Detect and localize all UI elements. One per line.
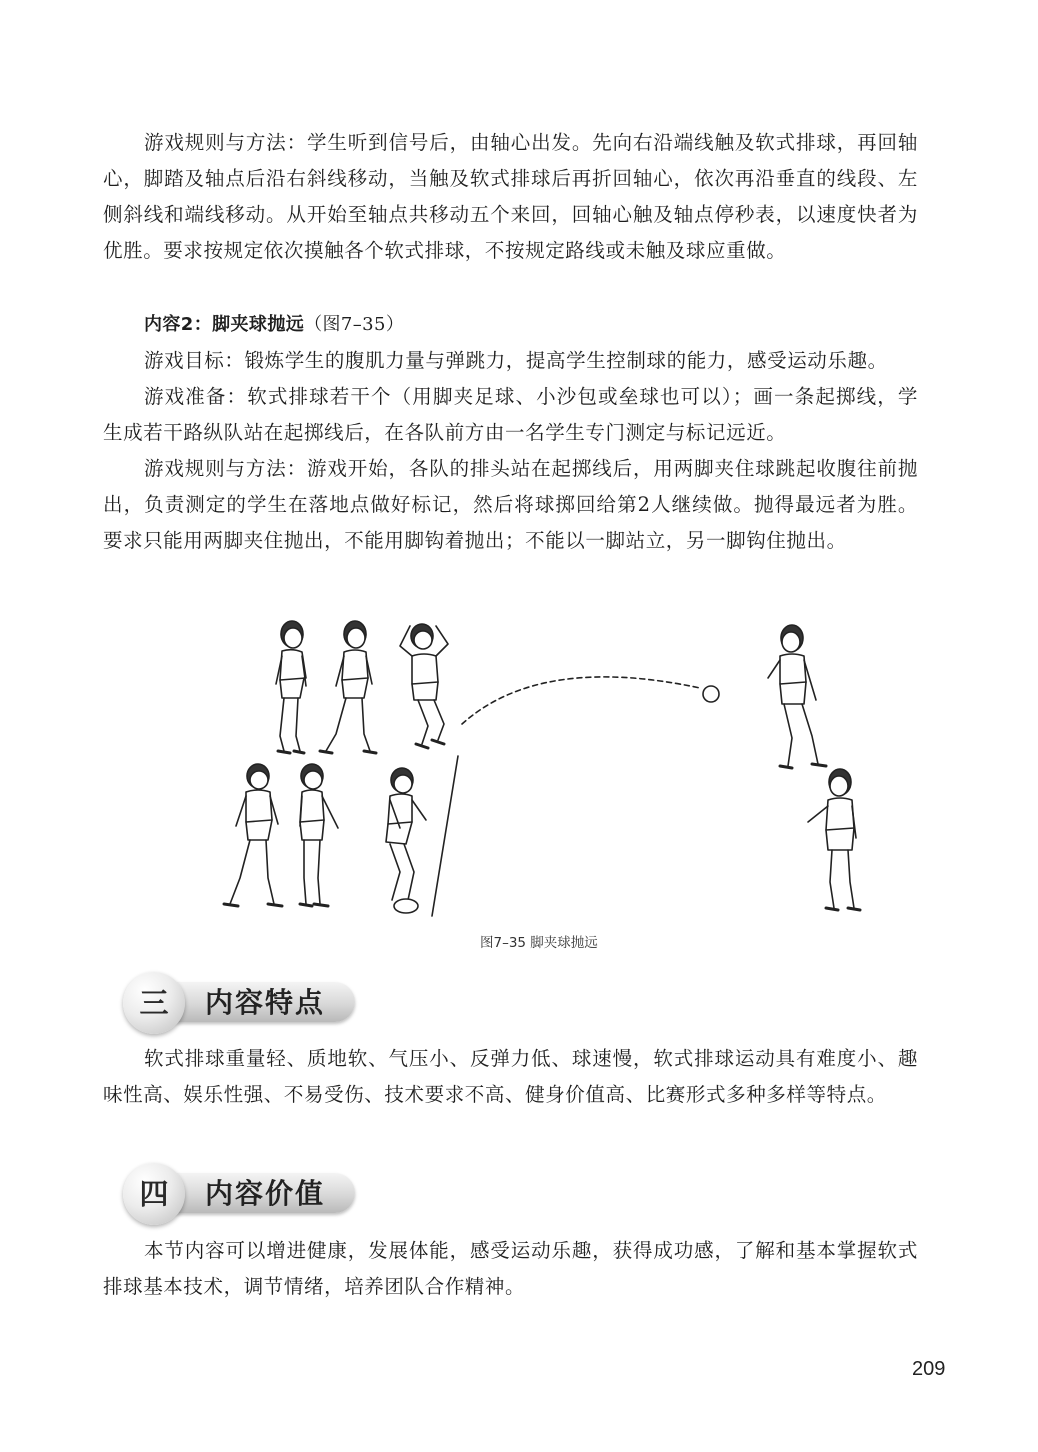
crouching-child-figure <box>386 768 426 913</box>
section-header-4 <box>123 1163 363 1225</box>
section-header-3 <box>123 972 363 1034</box>
rules-paragraph-block <box>103 125 918 269</box>
sitting-child-figure-2 <box>300 764 338 906</box>
content2-prep: 游戏准备：软式排球若干个（用脚夹足球、小沙包或垒球也可以）；画一条起掷线，学生成若干路纵队站在起掷线后，在各队前方由一名学生专门测定与标记远近。 <box>103 385 918 444</box>
jumping-child-figure <box>400 624 448 748</box>
section-title: 内容特点 <box>205 986 326 1019</box>
content2-block <box>103 307 918 559</box>
content2-rules: 游戏规则与方法：游戏开始，各队的排头站在起掷线后，用两脚夹住球跳起收腹往前抛出，负责测定的学生在落地点做好标记，然后将球掷回给第2人继续做。抛得最远者为胜。要求只能用两脚夹住抛出，不能用脚钩着抛出；不能以一脚站立，另一脚钩住抛出。 <box>103 457 918 552</box>
content2-heading <box>103 307 918 343</box>
section-number-badge: 四 <box>123 1163 185 1225</box>
content2-goal: 游戏目标：锻炼学生的腹肌力量与弹跳力，提高学生控制球的能力，感受运动乐趣。 <box>144 349 888 372</box>
section-number-badge: 三 <box>123 972 185 1034</box>
section4-paragraph: 本节内容可以增进健康，发展体能，感受运动乐趣，获得成功感，了解和基本掌握软式排球基本技术，调节情绪，培养团队合作精神。 <box>103 1239 918 1298</box>
sitting-child-figure-1 <box>224 764 282 906</box>
throwing-line <box>432 756 458 916</box>
figure-caption: 图7–35 脚夹球抛远 <box>480 935 598 951</box>
ball-icon <box>703 686 719 702</box>
section-title: 内容价值 <box>205 1177 326 1210</box>
page-number: 209 <box>912 1358 946 1380</box>
standing-child-figure-2 <box>320 621 376 753</box>
measuring-child-figure-2 <box>808 769 860 910</box>
section3-paragraph: 软式排球重量轻、质地软、气压小、反弹力低、球速慢，软式排球运动具有难度小、趣味性高、娱乐性强、不易受伤、技术要求不高、健身价值高、比赛形式多种多样等特点。 <box>103 1047 918 1106</box>
rules-paragraph: 游戏规则与方法：学生听到信号后，由轴心出发。先向右沿端线触及软式排球，再回轴心，脚踏及轴点后沿右斜线移动，当触及软式排球后再折回轴心，依次再沿垂直的线段、左侧斜线和端线移动。从开始至轴点共移动五个来回，回轴心触及轴点停秒表，以速度快者为优胜。要求按规定依次摸触各个软式排球，不按规定路线或未触及球应重做。 <box>103 131 918 262</box>
content2-heading-text: 内容2：脚夹球抛远 <box>144 314 305 335</box>
standing-child-figure-1 <box>276 621 306 753</box>
section4-body <box>103 1233 918 1305</box>
content2-figure-ref: （图7–35） <box>304 314 405 335</box>
ball-trajectory <box>462 677 700 724</box>
children-throwing-ball-illustration <box>200 616 880 921</box>
measuring-child-figure-1 <box>768 625 826 768</box>
section3-body <box>103 1041 918 1113</box>
